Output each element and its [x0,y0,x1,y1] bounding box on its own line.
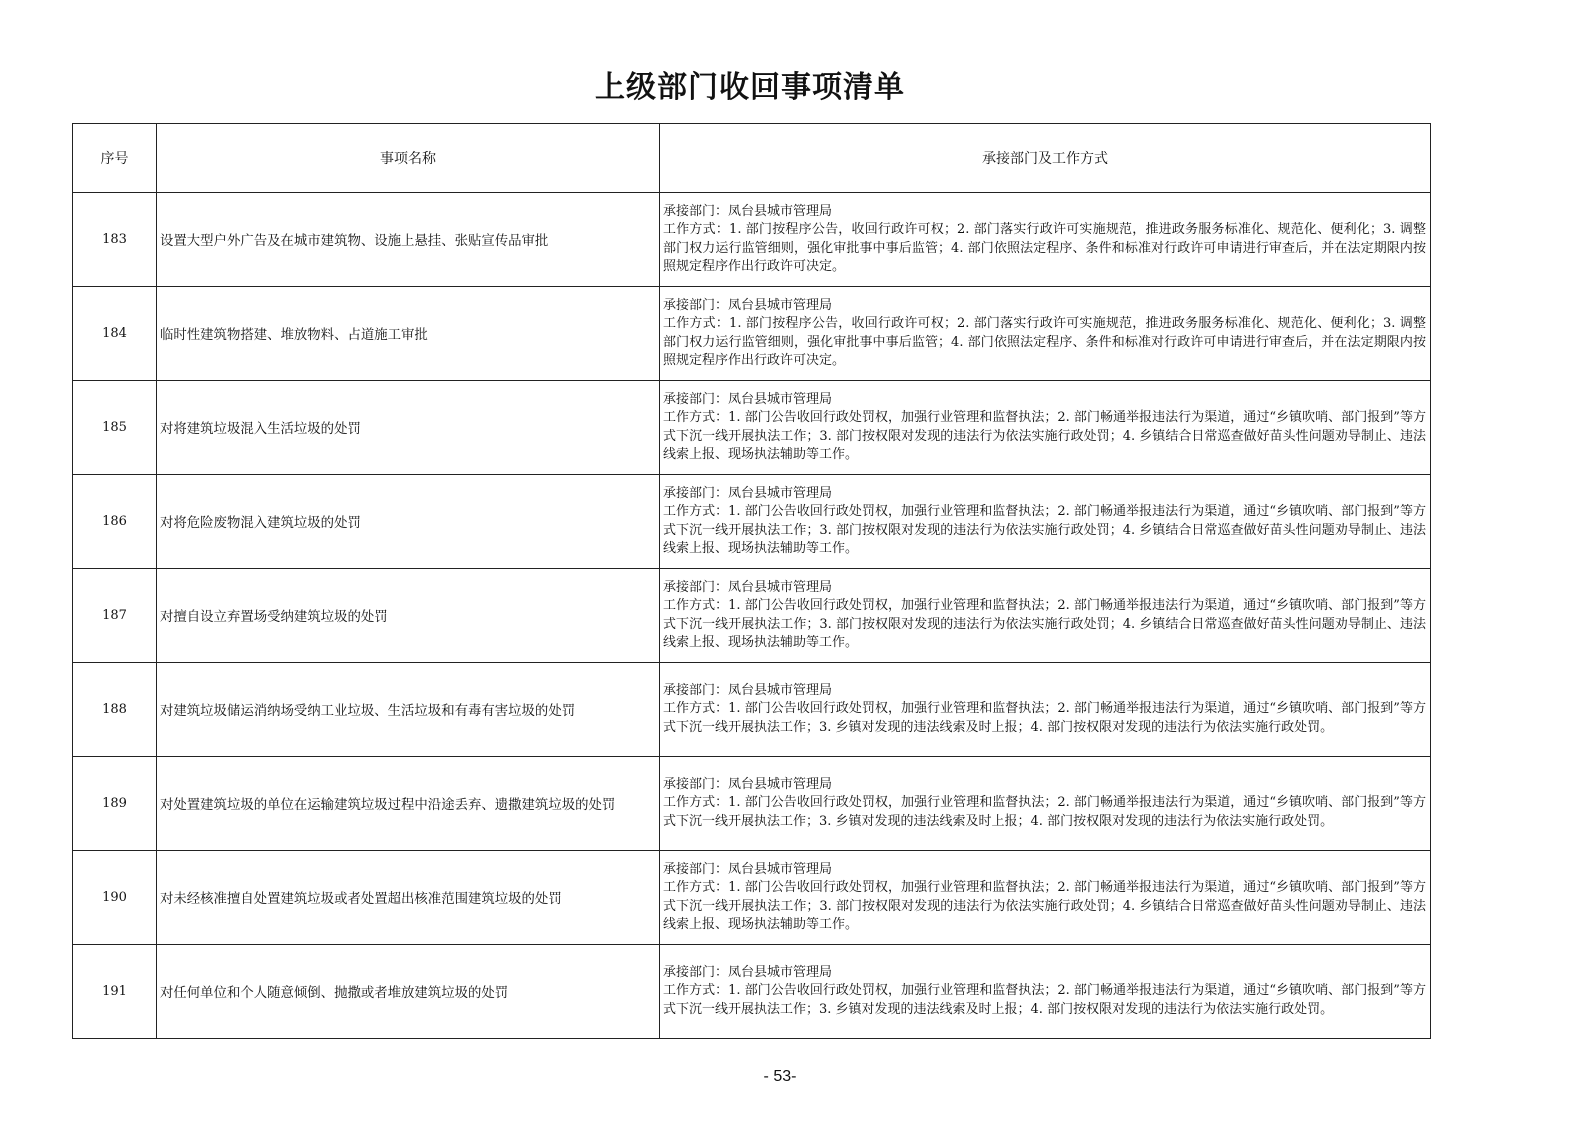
dept-method-cell [660,569,1431,663]
dept-method-cell [660,287,1431,381]
dept-method-cell [660,851,1431,945]
page-number: - 53- [763,1068,797,1085]
item-name: 对建筑垃圾储运消纳场受纳工业垃圾、生活垃圾和有毒有害垃圾的处罚 [157,663,660,757]
row-number: 187 [73,569,157,663]
table-row [73,475,1431,569]
table-row [73,757,1431,851]
method-text: 工作方式：1. 部门公告收回行政处罚权，加强行业管理和监督执法；2. 部门畅通举报违法行为渠道，通过“乡镇吹哨、部门报到”等方式下沉一线开展执法工作；3. 部门按权限对发现的违法行为依法实施行政处罚；4. 乡镇结合日常巡查做好苗头性问题劝导制止、违法线索上报、现场执法辅助等工作。 [663,880,1426,932]
item-name: 对处置建筑垃圾的单位在运输建筑垃圾过程中沿途丢弃、遗撒建筑垃圾的处罚 [157,757,660,851]
header-name: 事项名称 [157,124,660,193]
dept-text: 承接部门：凤台县城市管理局 [663,964,833,980]
dept-text: 承接部门：凤台县城市管理局 [663,391,833,407]
row-number: 191 [73,945,157,1039]
method-text: 工作方式：1. 部门公告收回行政处罚权，加强行业管理和监督执法；2. 部门畅通举报违法行为渠道，通过“乡镇吹哨、部门报到”等方式下沉一线开展执法工作；3. 部门按权限对发现的违法行为依法实施行政处罚；4. 乡镇结合日常巡查做好苗头性问题劝导制止、违法线索上报、现场执法辅助等工作。 [663,598,1426,650]
table-row [73,851,1431,945]
table-row [73,381,1431,475]
row-number: 189 [73,757,157,851]
item-name: 临时性建筑物搭建、堆放物料、占道施工审批 [157,287,660,381]
method-text: 工作方式：1. 部门公告收回行政处罚权，加强行业管理和监督执法；2. 部门畅通举报违法行为渠道，通过“乡镇吹哨、部门报到”等方式下沉一线开展执法工作；3. 乡镇对发现的违法线索及时上报；4. 部门按权限对发现的违法行为依法实施行政处罚。 [663,983,1426,1017]
dept-text: 承接部门：凤台县城市管理局 [663,485,833,501]
dept-method-cell [660,945,1431,1039]
row-number: 185 [73,381,157,475]
item-name: 对将危险废物混入建筑垃圾的处罚 [157,475,660,569]
dept-text: 承接部门：凤台县城市管理局 [663,203,833,219]
header-num: 序号 [73,124,157,193]
method-text: 工作方式：1. 部门公告收回行政处罚权，加强行业管理和监督执法；2. 部门畅通举报违法行为渠道，通过“乡镇吹哨、部门报到”等方式下沉一线开展执法工作；3. 部门按权限对发现的违法行为依法实施行政处罚；4. 乡镇结合日常巡查做好苗头性问题劝导制止、违法线索上报、现场执法辅助等工作。 [663,504,1426,556]
dept-text: 承接部门：凤台县城市管理局 [663,297,833,313]
item-name: 设置大型户外广告及在城市建筑物、设施上悬挂、张贴宣传品审批 [157,193,660,287]
dept-text: 承接部门：凤台县城市管理局 [663,682,833,698]
dept-method-cell [660,757,1431,851]
items-table [72,123,1431,1039]
method-text: 工作方式：1. 部门公告收回行政处罚权，加强行业管理和监督执法；2. 部门畅通举报违法行为渠道，通过“乡镇吹哨、部门报到”等方式下沉一线开展执法工作；3. 部门按权限对发现的违法行为依法实施行政处罚；4. 乡镇结合日常巡查做好苗头性问题劝导制止、违法线索上报、现场执法辅助等工作。 [663,410,1426,462]
row-number: 184 [73,287,157,381]
method-text: 工作方式：1. 部门按程序公告，收回行政许可权；2. 部门落实行政许可实施规范，推进政务服务标准化、规范化、便利化；3. 调整部门权力运行监管细则，强化审批事中事后监管；4. 部门依照法定程序、条件和标准对行政许可申请进行审查后，并在法定期限内按照规定程序作出行政许可决定。 [663,316,1426,368]
dept-text: 承接部门：凤台县城市管理局 [663,776,833,792]
table-row [73,287,1431,381]
method-text: 工作方式：1. 部门按程序公告，收回行政许可权；2. 部门落实行政许可实施规范，推进政务服务标准化、规范化、便利化；3. 调整部门权力运行监管细则，强化审批事中事后监管；4. 部门依照法定程序、条件和标准对行政许可申请进行审查后，并在法定期限内按照规定程序作出行政许可决定。 [663,222,1426,274]
row-number: 183 [73,193,157,287]
dept-text: 承接部门：凤台县城市管理局 [663,861,833,877]
table-row [73,945,1431,1039]
row-number: 186 [73,475,157,569]
dept-method-cell [660,663,1431,757]
item-name: 对将建筑垃圾混入生活垃圾的处罚 [157,381,660,475]
dept-method-cell [660,475,1431,569]
page-title: 上级部门收回事项清单 [595,70,905,105]
header-dept: 承接部门及工作方式 [660,124,1431,193]
dept-method-cell [660,381,1431,475]
table-row [73,663,1431,757]
item-name: 对未经核准擅自处置建筑垃圾或者处置超出核准范围建筑垃圾的处罚 [157,851,660,945]
dept-method-cell [660,193,1431,287]
dept-text: 承接部门：凤台县城市管理局 [663,579,833,595]
table-header-row [73,124,1431,193]
method-text: 工作方式：1. 部门公告收回行政处罚权，加强行业管理和监督执法；2. 部门畅通举报违法行为渠道，通过“乡镇吹哨、部门报到”等方式下沉一线开展执法工作；3. 乡镇对发现的违法线索及时上报；4. 部门按权限对发现的违法行为依法实施行政处罚。 [663,701,1426,735]
row-number: 188 [73,663,157,757]
method-text: 工作方式：1. 部门公告收回行政处罚权，加强行业管理和监督执法；2. 部门畅通举报违法行为渠道，通过“乡镇吹哨、部门报到”等方式下沉一线开展执法工作；3. 乡镇对发现的违法线索及时上报；4. 部门按权限对发现的违法行为依法实施行政处罚。 [663,795,1426,829]
table-row [73,193,1431,287]
item-name: 对任何单位和个人随意倾倒、抛撒或者堆放建筑垃圾的处罚 [157,945,660,1039]
table-row [73,569,1431,663]
row-number: 190 [73,851,157,945]
item-name: 对擅自设立弃置场受纳建筑垃圾的处罚 [157,569,660,663]
